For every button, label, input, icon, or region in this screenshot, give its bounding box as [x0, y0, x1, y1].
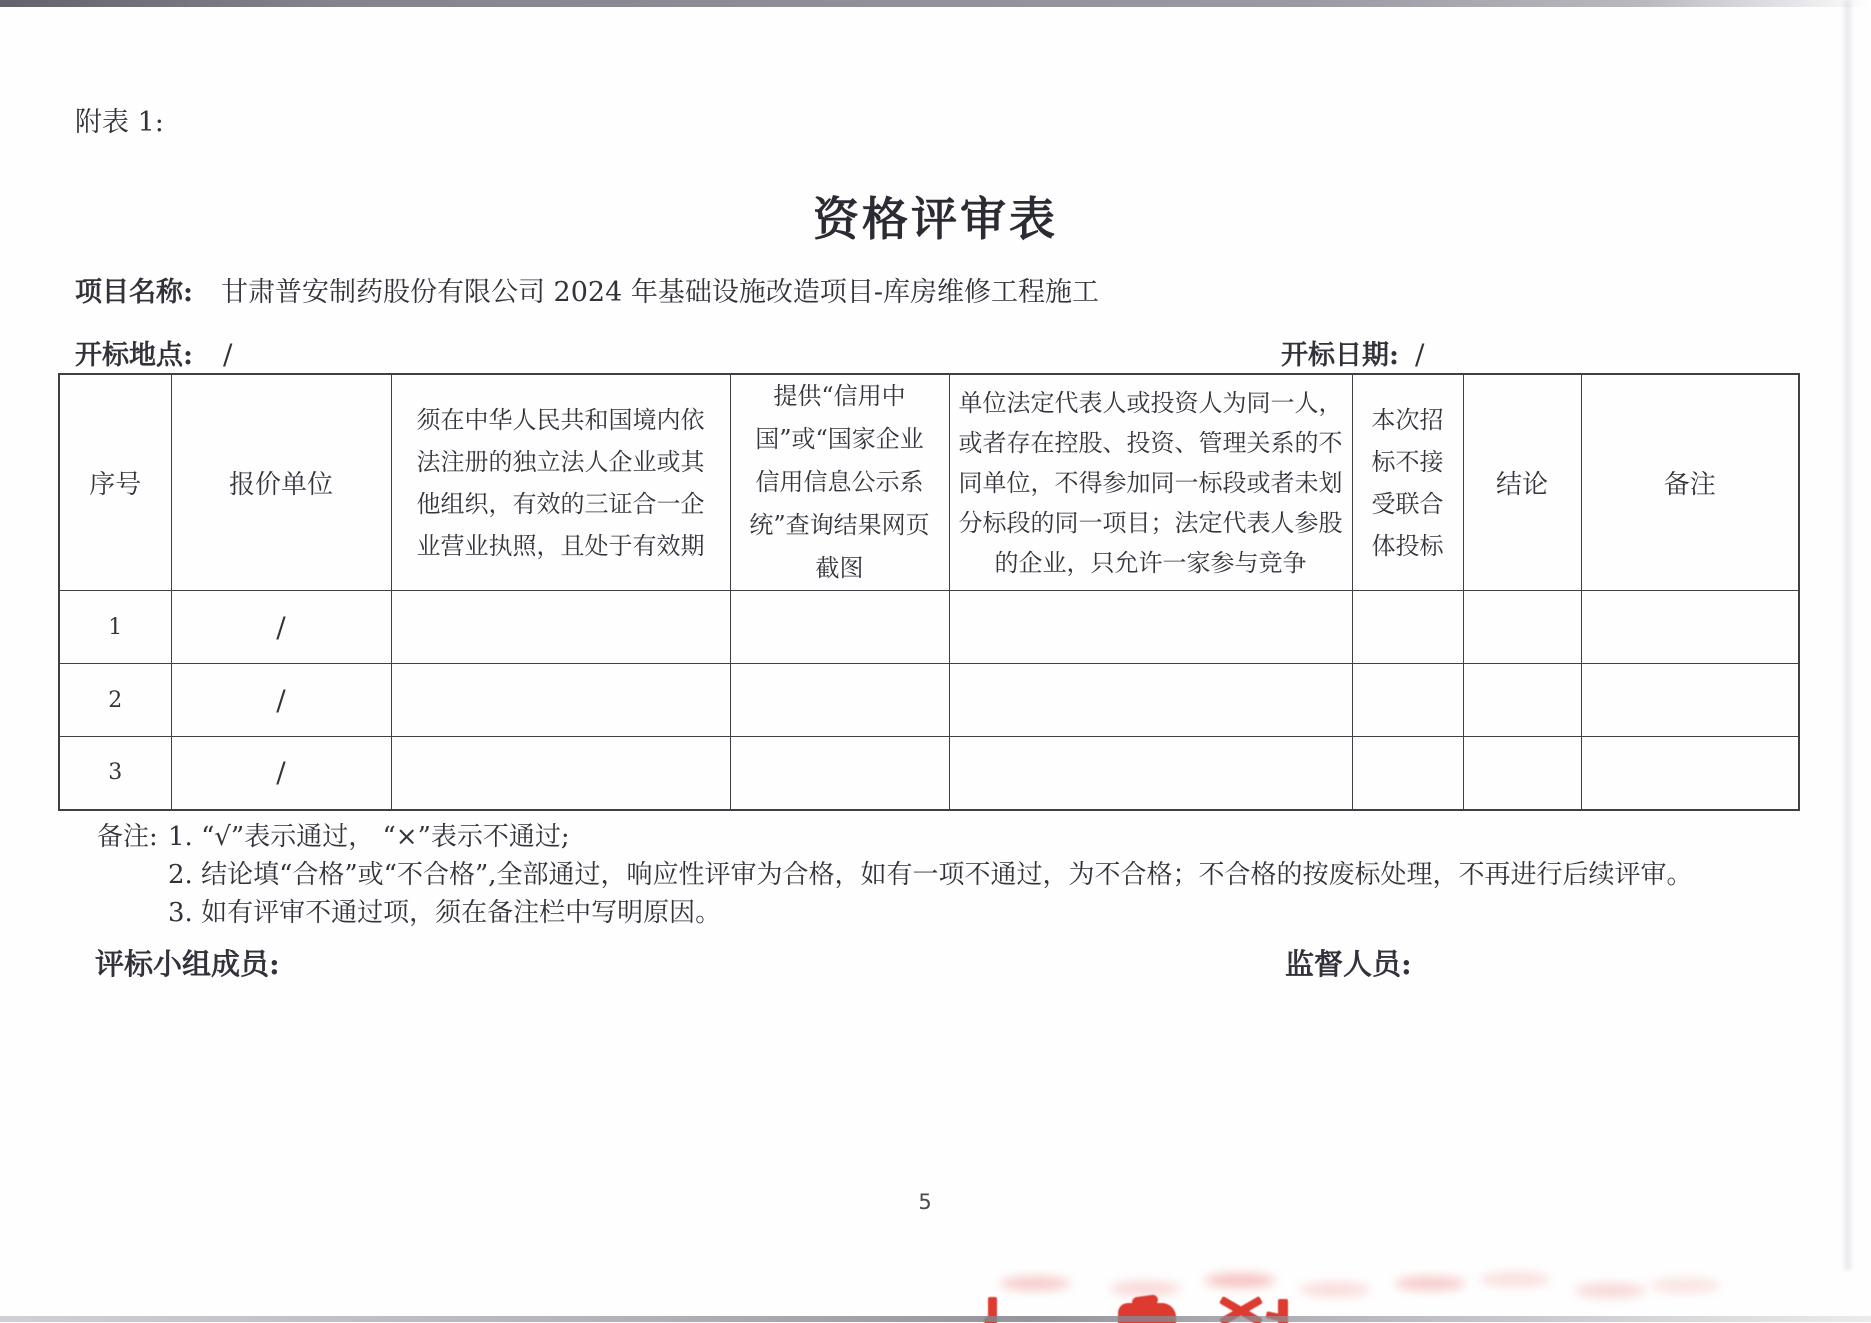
- qualification-review-table: [58, 373, 1800, 811]
- bid-date-value: /: [1414, 338, 1425, 371]
- bid-date-line: [1281, 333, 1424, 372]
- cell-seq: 2: [59, 664, 171, 737]
- notes-label: 备注:: [97, 822, 158, 852]
- cell-consortium: [1352, 664, 1463, 737]
- cell-credit: [730, 737, 949, 810]
- cell-bidder: /: [171, 737, 391, 810]
- cell-seq: 3: [59, 737, 171, 810]
- red-stamp-haze-artifact: [1000, 1276, 1070, 1291]
- cell-remark: [1581, 664, 1799, 737]
- cell-legal: [949, 664, 1352, 737]
- page-title: 资格评审表: [813, 192, 1058, 246]
- notes-block: [97, 818, 1869, 932]
- header-legal-representative-rule: 单位法定代表人或投资人为同一人，或者存在控股、投资、管理关系的不同单位，不得参加同一标段或者未划分标段的同一项目；法定代表人参股的企业，只允许一家参与竞争: [949, 374, 1352, 591]
- bid-location-line: [75, 333, 232, 372]
- cell-seq: 1: [59, 591, 171, 664]
- header-registration-requirement: 须在中华人民共和国境内依法注册的独立法人企业或其他组织，有效的三证合一企业营业执照，且处于有效期: [391, 374, 730, 591]
- cell-conclusion: [1463, 664, 1581, 737]
- attachment-label: 附表 1:: [75, 107, 164, 138]
- cell-credit: [730, 591, 949, 664]
- note-line-1: [97, 818, 1869, 856]
- header-remark: 备注: [1581, 374, 1799, 591]
- header-credit-screenshot: 提供“信用中国”或“国家企业信用信息公示系统”查询结果网页截图: [730, 374, 949, 591]
- cell-bidder: /: [171, 664, 391, 737]
- note-item-1: 1. “√”表示通过， “×”表示不通过;: [168, 822, 570, 852]
- cell-bidder: /: [171, 591, 391, 664]
- cell-legal: [949, 591, 1352, 664]
- note-line-2: 2. 结论填“合格”或“不合格”,全部通过，响应性评审为合格，如有一项不通过，为不合格；不合格的按废标处理，不再进行后续评审。: [168, 860, 1693, 890]
- table-row: [59, 591, 1799, 664]
- cell-registration: [391, 591, 730, 664]
- table-row: [59, 737, 1799, 810]
- cell-conclusion: [1463, 591, 1581, 664]
- scanner-edge-artifact-bottom: [0, 1316, 1871, 1322]
- table-header-row: [59, 374, 1799, 591]
- cell-conclusion: [1463, 737, 1581, 810]
- cell-legal: [949, 737, 1352, 810]
- cell-registration: [391, 664, 730, 737]
- cell-remark: [1581, 737, 1799, 810]
- bid-location-label: 开标地点:: [75, 340, 193, 371]
- supervisor-label: 监督人员:: [1285, 947, 1412, 981]
- page-number: 5: [918, 1190, 932, 1214]
- cell-consortium: [1352, 591, 1463, 664]
- project-name-value: 甘肃普安制药股份有限公司 2024 年基础设施改造项目-库房维修工程施工: [220, 277, 1099, 308]
- note-line-3: 3. 如有评审不通过项，须在备注栏中写明原因。: [168, 898, 722, 928]
- header-no-consortium: 本次招标不接受联合体投标: [1352, 374, 1463, 591]
- bid-location-value: /: [222, 338, 233, 371]
- scanner-edge-artifact-top: [0, 0, 1871, 7]
- evaluation-team-label: 评标小组成员:: [95, 947, 280, 981]
- table-row: [59, 664, 1799, 737]
- cell-remark: [1581, 591, 1799, 664]
- header-bidder: 报价单位: [171, 374, 391, 591]
- project-name-line: [75, 270, 1099, 309]
- header-seq: 序号: [59, 374, 171, 591]
- bid-date-label: 开标日期:: [1281, 340, 1399, 371]
- cell-consortium: [1352, 737, 1463, 810]
- cell-registration: [391, 737, 730, 810]
- header-conclusion: 结论: [1463, 374, 1581, 591]
- cell-credit: [730, 664, 949, 737]
- project-name-label: 项目名称:: [75, 277, 193, 308]
